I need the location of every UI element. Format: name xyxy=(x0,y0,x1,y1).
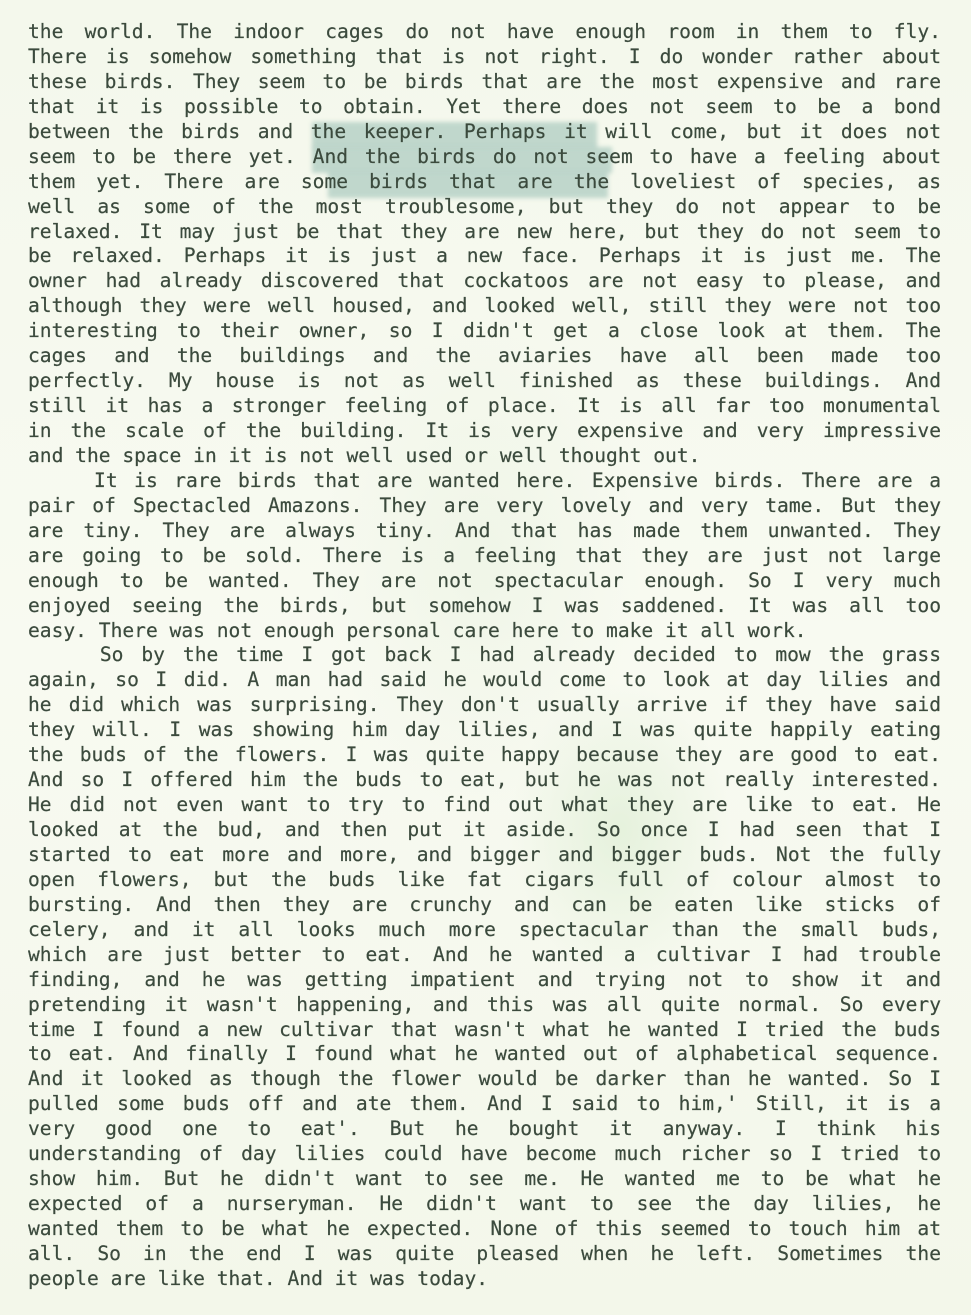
text-line: easy. There was not enough personal care here to make it all work. xyxy=(28,618,807,642)
text-line: finding, and he was getting impatient and trying not to show it and xyxy=(28,967,941,991)
typewritten-body-text xyxy=(28,20,941,1292)
text-line: It is rare birds that are wanted here. Expensive birds. There are a xyxy=(28,468,941,492)
text-line: to eat. And finally I found what he wanted out of alphabetical sequence. xyxy=(28,1042,941,1066)
text-line: wanted them to be what he expected. None of this seemed to touch him at xyxy=(28,1217,941,1240)
text-line: So by the time I got back I had already decided to mow the grass xyxy=(28,643,941,667)
text-line: looked at the bud, and then put it aside. So once I had seen that I xyxy=(28,818,941,841)
text-line: bursting. And then they are crunchy and can be eaten like sticks of xyxy=(28,892,941,916)
text-line: the world. The indoor cages do not have enough room in them to fly. xyxy=(28,20,941,43)
text-line: celery, and it all looks much more spectacular than the small buds, xyxy=(28,917,941,941)
text-line: perfectly. My house is not as well finished as these buildings. And xyxy=(28,369,941,393)
text-line: show him. But he didn't want to see me. He wanted me to be what he xyxy=(28,1167,941,1191)
text-line: open flowers, but the buds like fat cigars full of colour almost to xyxy=(28,867,941,891)
text-line: And it looked as though the flower would be darker than he wanted. So I xyxy=(28,1067,941,1091)
text-line: And so I offered him the buds to eat, but he was not really interested. xyxy=(28,768,941,792)
text-line: seem to be there yet. And the birds do not seem to have a feeling about xyxy=(28,144,941,168)
text-line: be relaxed. Perhaps it is just a new face. Perhaps it is just me. The xyxy=(28,244,941,268)
text-line: all. So in the end I was quite pleased when he left. Sometimes the xyxy=(28,1241,941,1265)
text-line: enjoyed seeing the birds, but somehow I was saddened. It was all too xyxy=(28,593,941,617)
text-line: they will. I was showing him day lilies, and I was quite happily eating xyxy=(28,718,941,742)
text-line: pretending it wasn't happening, and this was all quite normal. So every xyxy=(28,992,941,1016)
text-line: and the space in it is not well used or well thought out. xyxy=(28,443,701,467)
text-line: time I found a new cultivar that wasn't what he wanted I tried the buds xyxy=(28,1017,941,1041)
text-line: still it has a stronger feeling of place. It is all far too monumental xyxy=(28,394,941,418)
text-line: he did which was surprising. They don't usually arrive if they have said xyxy=(28,693,941,717)
text-line: the buds of the flowers. I was quite happy because they are good to eat. xyxy=(28,743,941,767)
text-line: that it is possible to obtain. Yet there does not seem to be a bond xyxy=(28,94,941,118)
text-line: There is somehow something that is not right. I do wonder rather about xyxy=(28,44,941,68)
text-line: started to eat more and more, and bigger and bigger buds. Not the fully xyxy=(28,842,941,866)
text-line: although they were well housed, and looked well, still they were not too xyxy=(28,294,941,318)
text-line: expected of a nurseryman. He didn't want to see the day lilies, he xyxy=(28,1192,941,1216)
text-line: people are like that. And it was today. xyxy=(28,1266,489,1290)
text-line: in the scale of the building. It is very expensive and very impressive xyxy=(28,419,941,442)
text-line: them yet. There are some birds that are the loveliest of species, as xyxy=(28,169,941,193)
text-line: cages and the buildings and the aviaries have all been made too xyxy=(28,344,941,368)
text-line: are tiny. They are always tiny. And that has made them unwanted. They xyxy=(28,518,941,542)
text-line: are going to be sold. There is a feeling that they are just not large xyxy=(28,543,941,567)
text-line: He did not even want to try to find out what they are like to eat. He xyxy=(28,793,941,817)
text-line: interesting to their owner, so I didn't get a close look at them. The xyxy=(28,319,941,343)
text-line: pulled some buds off and ate them. And I said to him,' Still, it is a xyxy=(28,1092,941,1116)
text-line: which are just better to eat. And he wanted a cultivar I had trouble xyxy=(28,942,941,966)
text-line: pair of Spectacled Amazons. They are very lovely and very tame. But they xyxy=(28,493,941,517)
text-line: well as some of the most troublesome, but they do not appear to be xyxy=(28,194,941,218)
text-line: these birds. They seem to be birds that are the most expensive and rare xyxy=(28,69,941,93)
text-line: understanding of day lilies could have become much richer so I tried to xyxy=(28,1142,941,1166)
text-line: between the birds and the keeper. Perhaps it will come, but it does not xyxy=(28,119,941,143)
text-line: again, so I did. A man had said he would come to look at day lilies and xyxy=(28,668,941,692)
text-line: enough to be wanted. They are not spectacular enough. So I very much xyxy=(28,568,941,592)
text-line: very good one to eat'. But he bought it anyway. I think his xyxy=(28,1117,941,1141)
text-line: relaxed. It may just be that they are new here, but they do not seem to xyxy=(28,219,941,243)
text-line: owner had already discovered that cockatoos are not easy to please, and xyxy=(28,269,941,293)
